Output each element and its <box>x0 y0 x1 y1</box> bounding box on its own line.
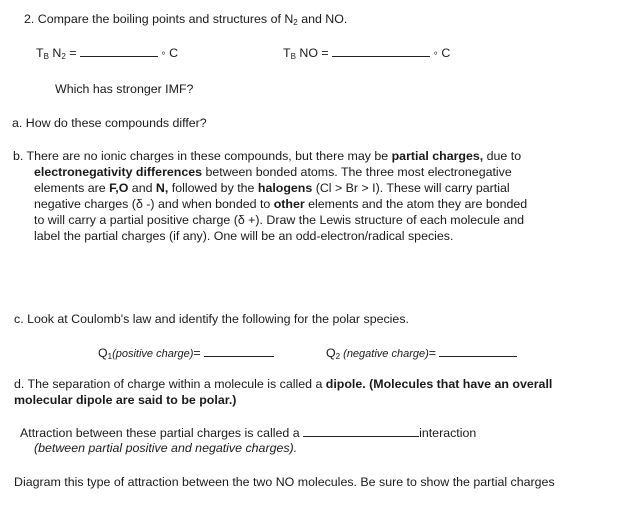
part-b-line-5: to will carry a partial positive charge (δ +). Draw the Lewis structure of each molecule and <box>34 213 524 227</box>
attraction-text: Attraction between these partial charges is called a <box>20 426 304 440</box>
part-d-bold-dipole: dipole. <box>325 377 366 391</box>
attraction-parenthetical: (between partial positive and negative charges). <box>34 441 298 455</box>
attraction-line <box>20 425 476 441</box>
q1-equals: = <box>193 346 205 360</box>
q2-subscript: 2 <box>335 352 341 361</box>
q2-answer-blank[interactable] <box>439 345 517 357</box>
tb-n2-answer-blank[interactable] <box>80 45 158 57</box>
tb-no-unit: ◦ C <box>430 46 451 60</box>
part-b-bold-halogens: halogens <box>257 181 313 195</box>
part-b-line-1 <box>13 149 521 164</box>
tb-n2-label: T <box>36 46 44 60</box>
part-b-bold-n: N, <box>155 181 169 195</box>
tb-n2-unit: ◦ C <box>157 46 179 60</box>
tb-n2-line <box>36 45 178 61</box>
part-b-text: (Cl > Br > I). These will carry partial <box>312 181 510 195</box>
q1-answer-blank[interactable] <box>204 345 274 357</box>
q1-description: (positive charge) <box>112 348 194 360</box>
part-b-bold-partial-charges: partial charges, <box>391 149 484 163</box>
part-b-text: elements and the atom they are bonded <box>304 197 528 211</box>
q1-subscript: 1 <box>107 352 113 361</box>
part-c-question: c. Look at Coulomb's law and identify the following for the polar species. <box>14 312 409 326</box>
part-b-line-2 <box>34 165 512 180</box>
diagram-instruction: Diagram this type of attraction between the two NO molecules. Be sure to show the partial charges <box>14 475 555 489</box>
q2-description: (negative charge) <box>340 348 429 360</box>
part-b-line-3 <box>34 181 510 196</box>
title-subscript: 2 <box>293 18 298 27</box>
tb-n2-equals: = <box>65 46 80 60</box>
q2-equals: = <box>428 346 440 360</box>
tb-no-text: NO = <box>295 46 333 60</box>
tb-n2-subscript-2: 2 <box>61 52 66 61</box>
imf-question: Which has stronger IMF? <box>55 82 194 96</box>
part-b-text: elements are <box>34 181 110 195</box>
part-d-bold-molecular-dipole: molecular dipole are said to be <box>14 393 200 407</box>
part-b-bold-electronegativity: electronegativity differences <box>34 165 203 179</box>
interaction-label: interaction <box>419 426 477 440</box>
part-b-text: due to <box>483 149 522 163</box>
part-a-question: a. How do these compounds differ? <box>12 116 207 130</box>
part-b-text: between bonded atoms. The three most electronegative <box>202 165 512 179</box>
part-b-line-4 <box>34 197 527 212</box>
tb-n2-subscript: B <box>43 52 49 61</box>
part-b-text: b. There are no ionic charges in these compounds, but there may be <box>13 149 392 163</box>
part-b-text: followed by the <box>168 181 258 195</box>
part-d-line-1 <box>14 377 552 392</box>
tb-no-line <box>283 45 450 61</box>
part-d-bold-polar: polar.) <box>199 393 237 407</box>
part-b-text: negative charges (δ -) and when bonded to <box>34 197 274 211</box>
title-text-end: and NO. <box>297 12 348 26</box>
q1-line <box>98 345 274 362</box>
tb-no-label: T <box>283 46 291 60</box>
q2-label: Q <box>326 346 336 360</box>
q2-line <box>326 345 517 362</box>
part-d-text: d. The separation of charge within a molecule is called a <box>14 377 326 391</box>
title-text: 2. Compare the boiling points and structures of N <box>24 12 294 26</box>
question-2-title <box>24 12 347 27</box>
part-b-text: and <box>128 181 156 195</box>
tb-no-subscript: B <box>290 52 296 61</box>
part-d-bold-molecules: Molecules that have an overall <box>373 377 553 391</box>
part-b-bold-fo: F,O <box>109 181 129 195</box>
interaction-answer-blank[interactable] <box>303 425 419 437</box>
part-b-line-6: label the partial charges (if any). One will be an odd-electron/radical species. <box>34 229 454 243</box>
tb-no-answer-blank[interactable] <box>332 45 430 57</box>
q1-label: Q <box>98 346 108 360</box>
tb-n2-text: N <box>48 46 62 60</box>
part-d-line-2 <box>14 393 236 408</box>
part-d-bold-paren: ( <box>365 377 374 391</box>
part-b-bold-other: other <box>273 197 305 211</box>
